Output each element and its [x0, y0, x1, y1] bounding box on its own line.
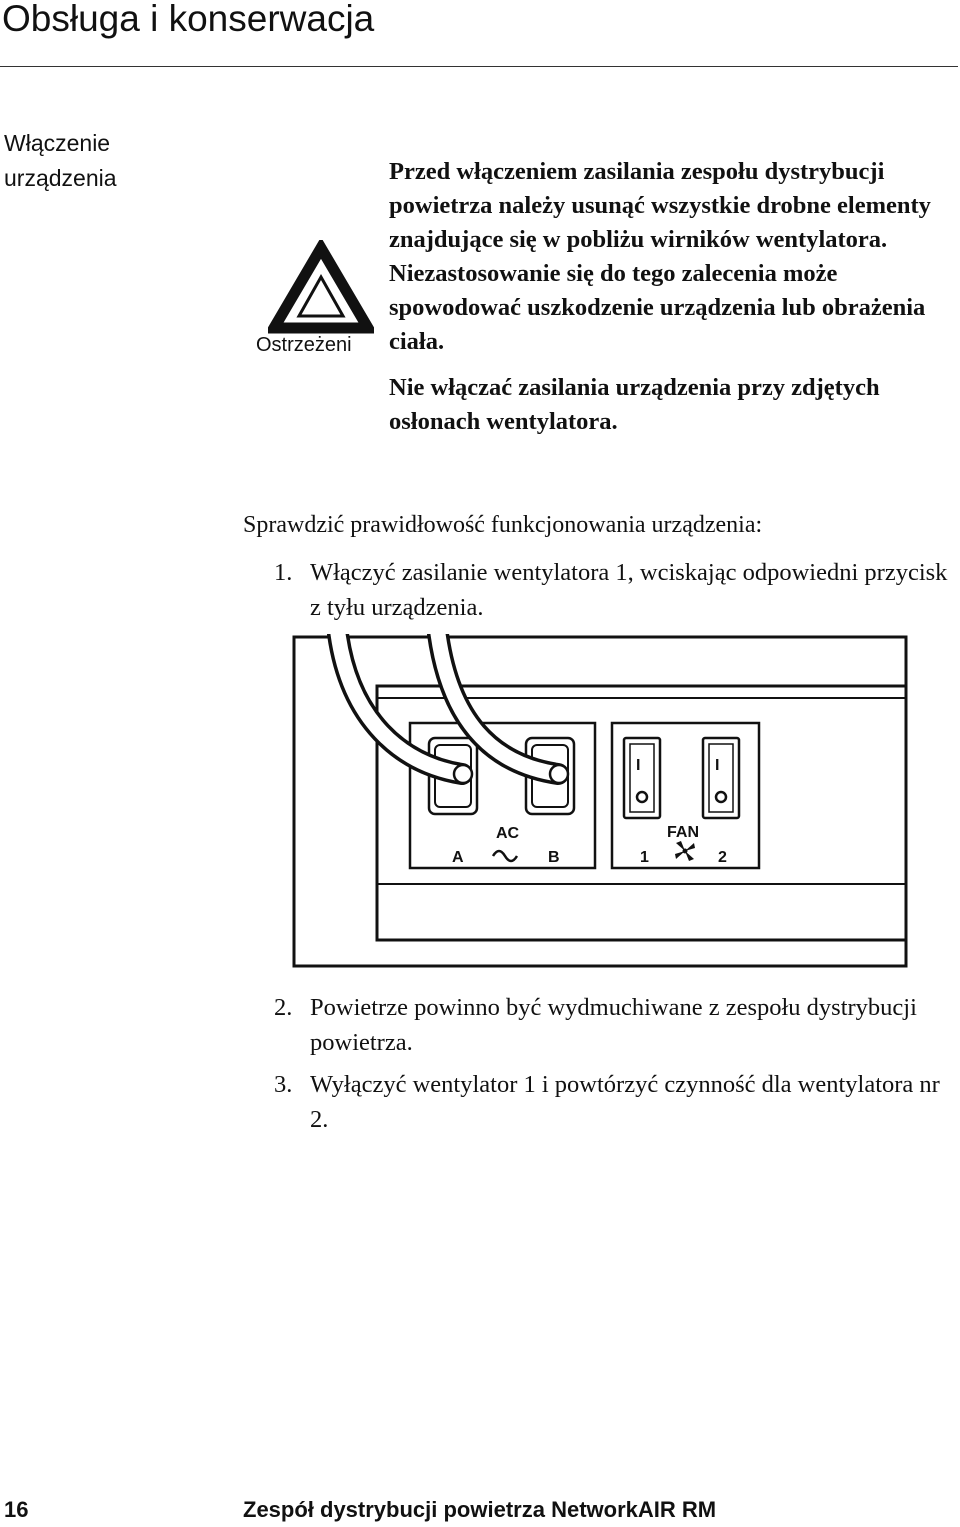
warning-paragraph: Przed włączeniem zasilania zespołu dystrybucji powietrza należy usunąć wszystkie drobne elementy znajdujące się w pobliżu wirników wentylatora. Niezastosowanie się do tego zalecenia może spowodować uszkodzenie urządzenia lub obrażenia ciała. — [389, 158, 931, 355]
fan-1-switch[interactable] — [624, 738, 660, 818]
power-cable — [438, 634, 568, 783]
procedure-intro: Sprawdzić prawidłowość funkcjonowania urządzenia: — [243, 512, 763, 538]
fan-label: FAN — [667, 824, 699, 841]
fan-icon — [675, 841, 695, 861]
ac-tilde-icon — [493, 851, 517, 861]
page-number: 16 — [4, 1497, 29, 1522]
section-heading — [4, 126, 174, 196]
step-number: 1. — [274, 559, 293, 586]
step-text: Powietrze powinno być wydmuchiwane z zespołu dystrybucji powietrza. — [310, 994, 917, 1056]
rear-panel-illustration — [290, 634, 910, 970]
switch-on-symbol: I — [636, 757, 641, 774]
warning-triangle-icon — [268, 240, 374, 336]
fan-1-label: 1 — [640, 849, 649, 866]
section-heading-line2: urządzenia — [4, 165, 117, 191]
step-text: Wyłączyć wentylator 1 i powtórzyć czynność dla wentylatora nr 2. — [310, 1071, 940, 1133]
warning-paragraph: Nie włączać zasilania urządzenia przy zdjętych osłonach wentylatora. — [389, 374, 880, 435]
fan-2-switch[interactable] — [703, 738, 739, 818]
procedure-step — [274, 1067, 954, 1137]
inlet-b-label: B — [548, 849, 560, 866]
title-divider — [0, 66, 958, 67]
page-title: Obsługa i konserwacja — [2, 0, 375, 39]
inlet-a-label: A — [452, 849, 464, 866]
footer-title: Zespół dystrybucji powietrza NetworkAIR RM — [243, 1497, 717, 1522]
step-text: Włączyć zasilanie wentylatora 1, wciskając odpowiedni przycisk z tyłu urządzenia. — [310, 559, 948, 621]
warning-label: Ostrzeżeni — [256, 334, 352, 356]
procedure-step — [274, 990, 954, 1060]
step-number: 2. — [274, 994, 293, 1021]
fan-2-label: 2 — [718, 849, 727, 866]
ac-label: AC — [496, 825, 520, 842]
step-number: 3. — [274, 1071, 293, 1098]
warning-text — [389, 155, 954, 451]
procedure-step — [274, 555, 954, 625]
section-heading-line1: Włączenie — [4, 130, 111, 156]
switch-on-symbol: I — [715, 757, 720, 774]
